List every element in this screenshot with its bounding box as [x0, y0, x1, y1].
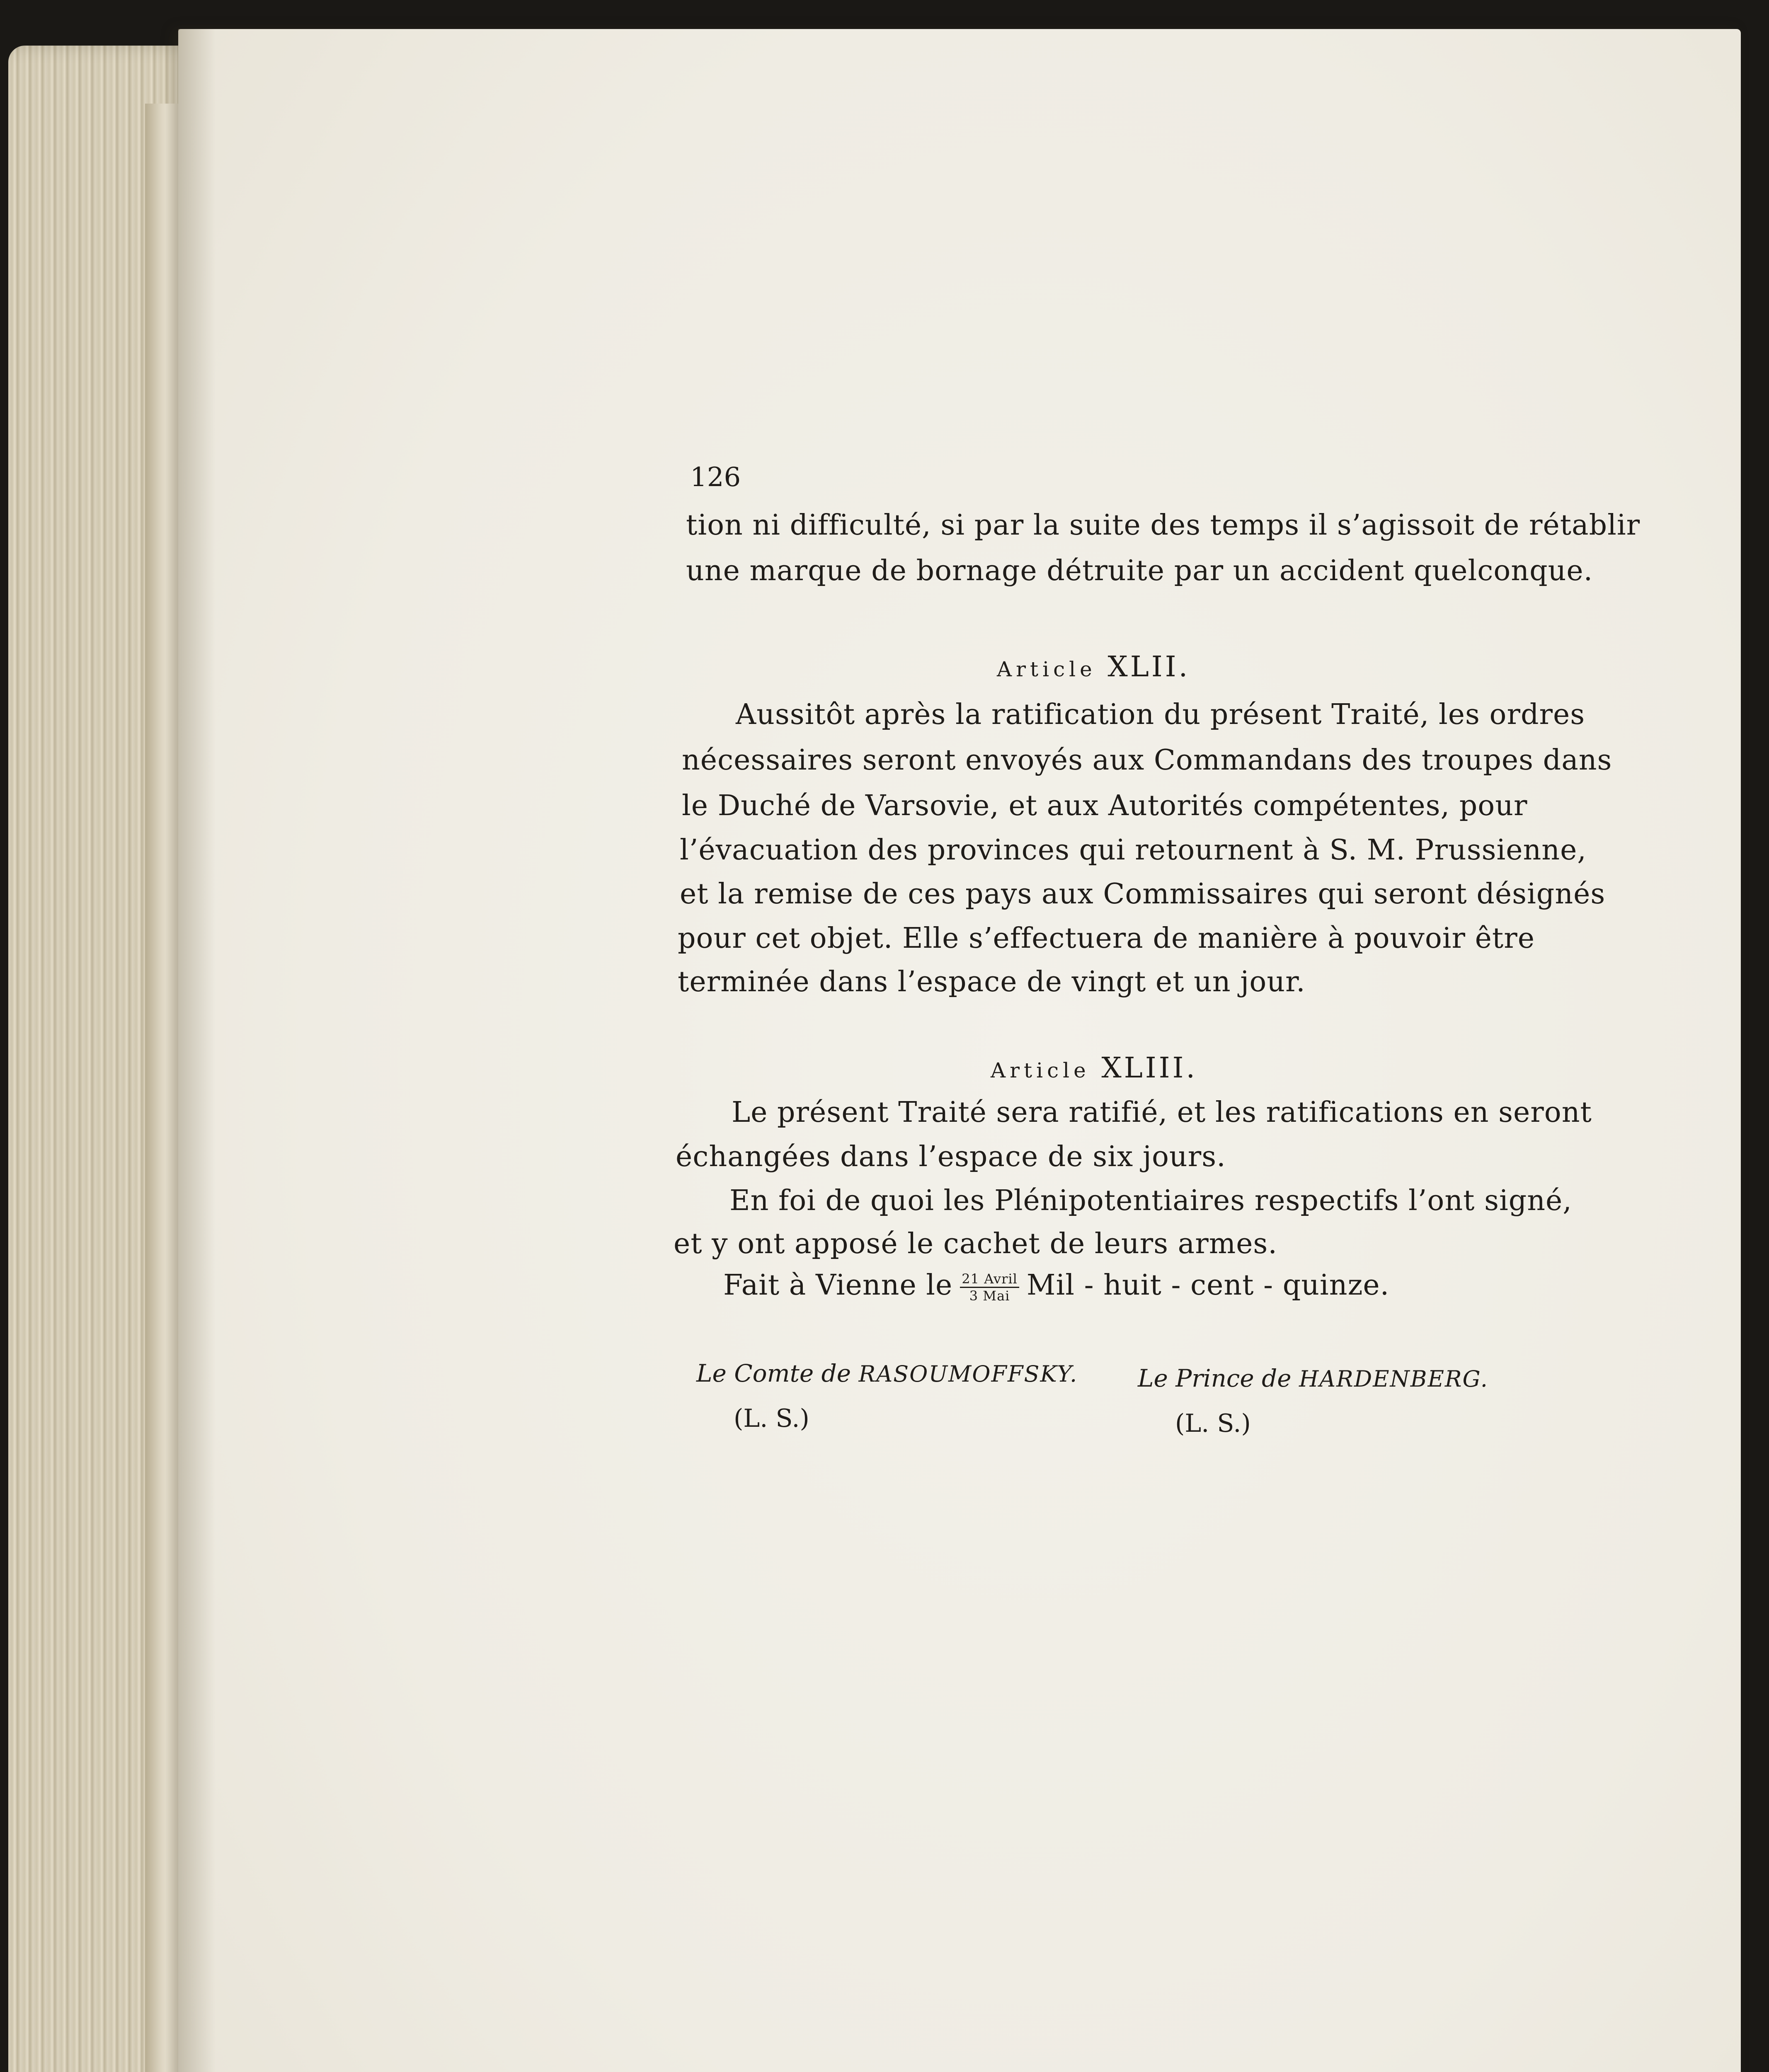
article-heading-numeral: XLII.	[1107, 651, 1190, 683]
text-line: terminée dans l’espace de vingt et un jour.	[678, 966, 1306, 998]
text-line: l’évacuation des provinces qui retournent à S. M. Prussienne,	[680, 834, 1587, 867]
text-line: Le présent Traité sera ratifié, et les ratifications en seront	[732, 1096, 1592, 1129]
text-line: Aussitôt après la ratification du présent Traité, les ordres	[736, 698, 1585, 731]
text-line: En foi de quoi les Plénipotentiaires respectifs l’ont signé,	[729, 1184, 1572, 1217]
text-line: une marque de bornage détruite par un accident quelconque.	[686, 554, 1593, 587]
seal-mark: (L. S.)	[1175, 1409, 1251, 1438]
text-line: tion ni difficulté, si par la suite des temps il s’agissoit de rétablir	[686, 509, 1641, 542]
dating-prefix: Fait à Vienne le	[723, 1269, 953, 1302]
article-heading-prefix: Article	[997, 657, 1096, 681]
article-42-heading	[997, 651, 1190, 683]
text-line: nécessaires seront envoyés aux Commandans des troupes dans	[682, 744, 1612, 777]
signature-hardenberg	[1138, 1364, 1488, 1392]
text-line: pour cet objet. Elle s’effectuera de manière à pouvoir être	[678, 922, 1535, 955]
text-line: le Duché de Varsovie, et aux Autorités compétentes, pour	[682, 789, 1528, 822]
page-gutter-shadow	[178, 29, 216, 2072]
date-denominator: 3 Mai	[969, 1288, 1010, 1304]
dating-suffix: Mil - huit - cent - quinze.	[1026, 1269, 1390, 1302]
text-line: et y ont apposé le cachet de leurs armes.	[674, 1227, 1277, 1260]
page-stack-edge	[8, 46, 207, 2072]
dating-line	[723, 1269, 1389, 1304]
text-line: échangées dans l’espace de six jours.	[676, 1140, 1226, 1173]
page-number: 126	[690, 462, 741, 493]
date-fraction	[960, 1271, 1019, 1304]
signature-name: RASOUMOFFSKY.	[858, 1361, 1078, 1387]
signature-name: HARDENBERG.	[1299, 1366, 1488, 1392]
seal-mark: (L. S.)	[734, 1404, 809, 1433]
text-line: et la remise de ces pays aux Commissaires qui seront désignés	[680, 878, 1606, 910]
page-sheet	[178, 29, 1741, 2072]
signature-title: Le Prince de	[1138, 1364, 1292, 1392]
article-heading-prefix: Article	[991, 1058, 1090, 1082]
article-heading-numeral: XLIII.	[1101, 1052, 1198, 1084]
signature-title: Le Comte de	[696, 1359, 851, 1387]
date-numerator: 21 Avril	[960, 1271, 1019, 1288]
signature-rasoumoffsky	[696, 1359, 1078, 1387]
article-43-heading	[991, 1052, 1197, 1084]
